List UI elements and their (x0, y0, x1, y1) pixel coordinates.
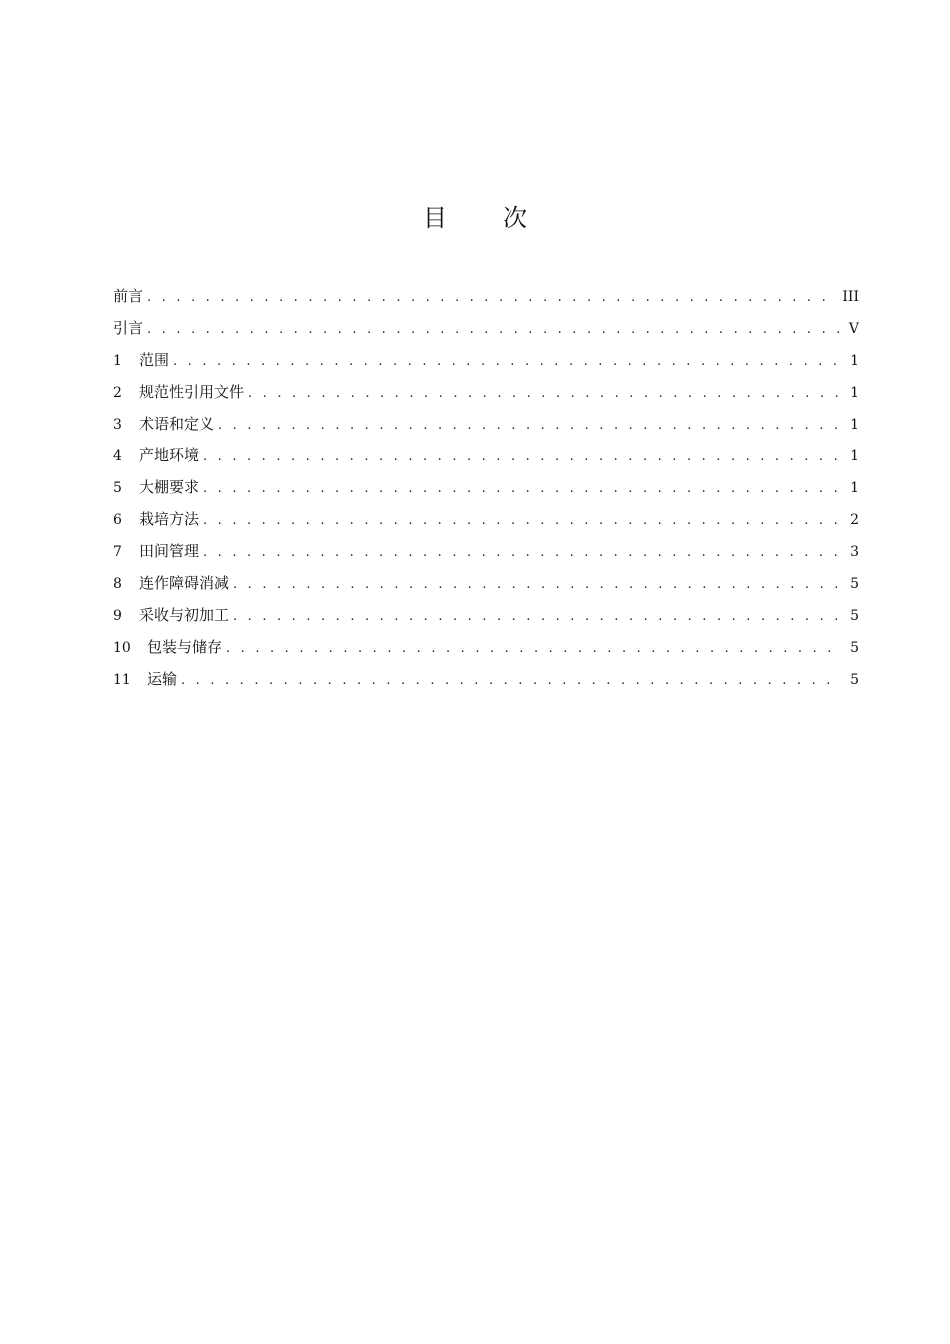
toc-entry-number: 10 (113, 639, 131, 656)
toc-entry-number: 4 (113, 448, 122, 465)
toc-dot-leader (203, 543, 842, 563)
toc-entry-number: 9 (113, 607, 122, 624)
toc-entry-label: 范围 (139, 350, 170, 369)
toc-entry-page: 5 (850, 671, 859, 688)
toc-entry-label: 田间管理 (139, 542, 200, 561)
toc-entry-label: 连作障碍消减 (139, 574, 230, 593)
toc-entry-number: 7 (113, 544, 122, 561)
toc-entry-11[interactable] (113, 669, 859, 701)
toc-entry-number: 5 (113, 480, 122, 497)
toc-entry-label: 采收与初加工 (139, 605, 230, 624)
toc-dot-leader (233, 607, 842, 627)
toc-dot-leader (233, 575, 842, 595)
toc-entry-page: 1 (850, 480, 859, 497)
toc-entry-page: 2 (850, 512, 859, 529)
toc-entry-label: 规范性引用文件 (139, 382, 245, 401)
toc-dot-leader (218, 416, 842, 436)
toc-entry-number: 11 (113, 671, 131, 688)
toc-dot-leader (147, 288, 834, 308)
toc-entry-6[interactable] (113, 509, 859, 541)
toc-entry-label: 栽培方法 (139, 510, 200, 529)
toc-entry-4[interactable] (113, 445, 859, 477)
toc-dot-leader (203, 479, 842, 499)
toc-dot-leader (181, 671, 842, 691)
toc-entry-foreword[interactable] (113, 286, 859, 318)
toc-entry-page: 1 (850, 384, 859, 401)
toc-entry-page: 1 (850, 416, 859, 433)
toc-dot-leader (173, 352, 842, 372)
toc-entry-page: 5 (850, 639, 859, 656)
toc-entry-8[interactable] (113, 573, 859, 605)
toc-entry-number: 3 (113, 416, 122, 433)
toc-entry-label: 包装与储存 (147, 637, 223, 656)
toc-entry-page: 1 (850, 448, 859, 465)
toc-entry-9[interactable] (113, 605, 859, 637)
toc-title-char-1: 目 (423, 204, 447, 232)
toc-title (0, 198, 950, 233)
toc-entry-number: 8 (113, 576, 122, 593)
toc-entry-label: 引言 (113, 318, 144, 337)
toc-entry-1[interactable] (113, 350, 859, 382)
toc-entry-page: 5 (850, 607, 859, 624)
toc-entry-number: 2 (113, 384, 122, 401)
toc-entry-page: III (842, 289, 859, 305)
toc-entry-label: 大棚要求 (139, 478, 200, 497)
toc-dot-leader (203, 447, 842, 467)
toc-dot-leader (147, 320, 841, 340)
toc-entry-page: 5 (850, 576, 859, 593)
toc-entry-3[interactable] (113, 414, 859, 446)
toc-entry-2[interactable] (113, 382, 859, 414)
toc-entry-number: 6 (113, 512, 122, 529)
toc-dot-leader (226, 639, 842, 659)
toc-entry-label: 术语和定义 (139, 414, 215, 433)
toc-entry-page: V (848, 320, 859, 337)
toc-dot-leader (248, 384, 842, 404)
toc-entry-10[interactable] (113, 637, 859, 669)
toc-entry-7[interactable] (113, 541, 859, 573)
toc-entry-label: 产地环境 (139, 446, 200, 465)
toc-entry-5[interactable] (113, 477, 859, 509)
toc-entry-page: 3 (850, 544, 859, 561)
toc-list (113, 286, 859, 701)
toc-entry-page: 1 (850, 352, 859, 369)
toc-dot-leader (203, 511, 842, 531)
toc-entry-label: 运输 (147, 669, 178, 688)
toc-title-char-2: 次 (503, 204, 527, 232)
toc-entry-introduction[interactable] (113, 318, 859, 350)
toc-entry-number: 1 (113, 352, 122, 369)
toc-entry-label: 前言 (113, 287, 144, 305)
